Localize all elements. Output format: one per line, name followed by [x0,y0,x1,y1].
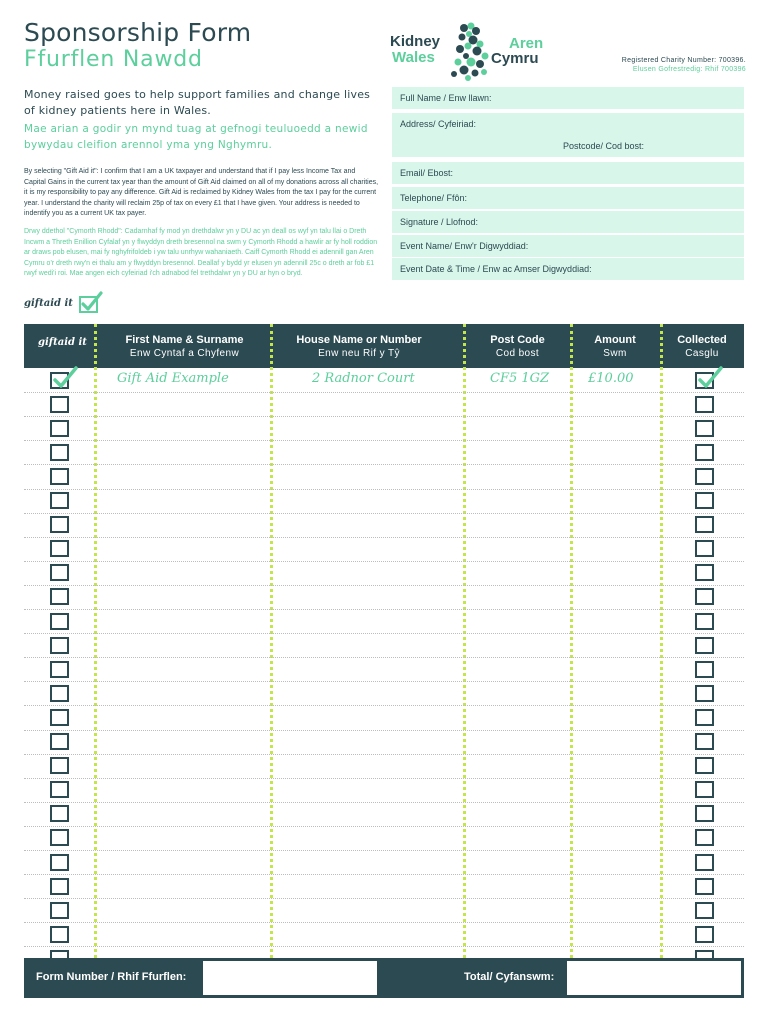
gift-aid-checkbox[interactable] [50,709,69,726]
collected-checkbox[interactable] [695,805,714,822]
column-divider [570,324,573,958]
table-row-divider [24,633,744,634]
gift-aid-checkbox[interactable] [50,444,69,461]
gift-aid-checkbox[interactable] [50,733,69,750]
column-header-amount-cy: Swm [603,348,627,359]
table-row-divider [24,561,744,562]
collected-checkbox[interactable] [695,540,714,557]
gift-aid-checkbox[interactable] [50,902,69,919]
column-header-house-en: House Name or Number [296,334,422,346]
collected-checkbox[interactable] [695,854,714,871]
collected-checkbox[interactable] [695,926,714,943]
table-row-divider [24,513,744,514]
collected-checkbox[interactable] [695,372,714,389]
collected-checkbox[interactable] [695,709,714,726]
column-header-name [96,333,273,361]
email-label: Email/ Ebost: [400,168,454,178]
example-house: 2 Radnor Court [312,371,415,386]
logo-word-cymru: Cymru [491,50,539,67]
gift-aid-checkbox[interactable] [50,637,69,654]
table-row-divider [24,754,744,755]
gift-aid-checkbox[interactable] [50,685,69,702]
table-row-divider [24,922,744,923]
column-divider [463,324,466,958]
column-header-collected [665,333,739,361]
collected-checkbox[interactable] [695,637,714,654]
address-label: Address/ Cyfeiriad: [400,119,477,129]
column-header-collected-cy: Casglu [685,348,719,359]
column-header-amount-en: Amount [594,334,636,346]
column-header-house [273,333,445,361]
table-row-divider [24,946,744,947]
logo-word-aren: Aren [509,35,544,52]
collected-checkbox[interactable] [695,878,714,895]
column-header-house-cy: Enw neu Rif y Tŷ [318,348,400,359]
event-name-label: Event Name/ Enw'r Digwyddiad: [400,241,529,251]
gift-aid-checkbox[interactable] [50,757,69,774]
table-row-divider [24,416,744,417]
collected-checkbox[interactable] [695,420,714,437]
gift-aid-checkbox[interactable] [50,516,69,533]
collected-checkbox[interactable] [695,733,714,750]
table-row-divider [24,609,744,610]
gift-aid-checkbox[interactable] [50,613,69,630]
collected-checkbox[interactable] [695,685,714,702]
gift-aid-checkbox[interactable] [50,661,69,678]
example-amount: £10.00 [588,371,634,386]
signature-label: Signature / Llofnod: [400,217,479,227]
form-title-welsh: Ffurflen Nawdd [24,47,203,72]
table-row-divider [24,464,744,465]
collected-checkbox[interactable] [695,661,714,678]
collected-checkbox[interactable] [695,564,714,581]
column-header-collected-en: Collected [677,334,727,346]
table-row-divider [24,705,744,706]
gift-aid-declaration: By selecting "Gift Aid it": I confirm that I am a UK taxpayer and understand that if I pay less Income Tax and Capital Gains in the current tax year than the amount of Gift Aid claimed on all of my donations across all charities, it is my responsibility to pay any difference. Gift Aid is reclaimed by Kidney Wales from the tax I pay for the current year. I understand the charity will reclaim 25p of tax on every £1 that I have given. Your address is needed to indentify you as a current UK tax payer. [24,168,379,217]
collected-checkbox[interactable] [695,757,714,774]
logo-word-wales: Wales [392,49,435,66]
gift-aid-checkbox[interactable] [50,829,69,846]
checkmark-icon [49,365,79,393]
table-row-divider [24,440,744,441]
table-row-divider [24,874,744,875]
collected-checkbox[interactable] [695,829,714,846]
event-date-label: Event Date & Time / Enw ac Amser Digwyddiad: [400,264,592,274]
form-number-field[interactable] [203,961,377,995]
gift-aid-checkbox[interactable] [50,588,69,605]
charity-number-welsh: Elusen Gofrestredig: Rhif 700396 [632,66,746,73]
collected-checkbox[interactable] [695,588,714,605]
gift-aid-checkbox[interactable] [50,372,69,389]
gift-aid-checkbox[interactable] [50,492,69,509]
collected-checkbox[interactable] [695,781,714,798]
signature-field[interactable] [392,211,744,233]
collected-checkbox[interactable] [695,444,714,461]
form-number-label: Form Number / Rhif Ffurflen: [36,971,187,983]
gift-aid-checkbox[interactable] [50,781,69,798]
column-header-name-cy: Enw Cyntaf a Chyfenw [129,348,240,359]
table-row-divider [24,898,744,899]
gift-aid-checkbox[interactable] [50,540,69,557]
table-row-divider [24,392,744,393]
collected-checkbox[interactable] [695,468,714,485]
form-title: Sponsorship Form [24,18,252,47]
telephone-label: Telephone/ Ffôn: [400,193,468,203]
collected-checkbox[interactable] [695,492,714,509]
column-header-postcode-en: Post Code [490,334,545,346]
gift-aid-checkbox[interactable] [50,854,69,871]
column-header-amount [575,333,655,361]
gift-aid-checkbox[interactable] [50,564,69,581]
full-name-field[interactable] [392,87,744,109]
gift-aid-column-header: giftaid it [38,337,87,348]
address-field[interactable] [392,113,744,157]
event-date-field[interactable] [392,258,744,280]
gift-aid-checkbox[interactable] [50,878,69,895]
column-divider [94,324,97,958]
checkmark-icon [694,365,724,393]
event-name-field[interactable] [392,235,744,257]
checkmark-icon [77,291,103,315]
total-label: Total/ Cyfanswm: [464,971,555,983]
column-header-postcode-cy: Cod bost [495,348,540,359]
collected-checkbox[interactable] [695,902,714,919]
column-header-name-en: First Name & Surname [125,334,244,346]
table-row-divider [24,585,744,586]
gift-aid-checkbox[interactable] [50,420,69,437]
table-row-divider [24,730,744,731]
charity-number: Registered Charity Number: 700396. [621,57,746,64]
table-row-divider [24,826,744,827]
example-postcode: CF5 1GZ [490,371,550,386]
table-row-divider [24,489,744,490]
intro-text-welsh: Mae arian a godir yn mynd tuag at gefnogi teuluoedd a newid bywydau cleifion arennol yma yng Nghymru. [24,123,368,151]
table-row-divider [24,537,744,538]
postcode-label: Postcode/ Cod bost: [562,141,644,151]
sponsor-table-header [24,324,744,368]
intro-text: Money raised goes to help support families and change lives of kidney patients here in Wales. [24,88,371,117]
table-row-divider [24,802,744,803]
sponsor-table-footer [24,958,744,998]
gift-aid-checkbox[interactable] [50,926,69,943]
total-field[interactable] [567,961,741,995]
logo-word-kidney: Kidney [390,33,441,50]
table-row-divider [24,657,744,658]
gift-aid-checkbox[interactable] [50,396,69,413]
example-name: Gift Aid Example [117,371,229,386]
column-divider [660,324,663,958]
table-row-divider [24,850,744,851]
email-field[interactable] [392,162,744,184]
telephone-field[interactable] [392,187,744,209]
column-header-postcode [475,333,560,361]
collected-checkbox[interactable] [695,516,714,533]
table-row-divider [24,681,744,682]
table-row-divider [24,778,744,779]
collected-checkbox[interactable] [695,613,714,630]
gift-aid-logo [24,292,103,314]
full-name-label: Full Name / Enw llawn: [400,93,492,103]
gift-aid-checkbox[interactable] [50,805,69,822]
gift-aid-declaration-welsh: Drwy ddethol "Cymorth Rhodd": Cadarnhaf fy mod yn drethdalwr yn y DU ac yn deall os wyf yn talu llai o Dreth Incwm a Threth Enillion Cyfalaf yn y flwyddyn dreth bresennol na swm y Cymorth Rhodd a hawlir ar fy holl roddion ar draws pob elusen, mai fy nghyfrifoldeb i yw talu unrhyw wahaniaeth. Caiff Cymorth Rhodd ei adennill gan Aren Cymru o'r dreth rwy'n ei thalu am y flwyddyn bresennol. Deallaf y bydd yr elusen yn adennill 25c o dreth ar fob £1 rwyf wedi'i roi. Mae angen eich cyfeiriad i'ch adnabod fel trethdalwr yn y DU ar hyn o bryd. [24,228,378,277]
gift-aid-checkbox[interactable] [50,468,69,485]
collected-checkbox[interactable] [695,396,714,413]
column-divider [270,324,273,958]
gift-aid-logo-text: giftaid it [24,297,73,309]
